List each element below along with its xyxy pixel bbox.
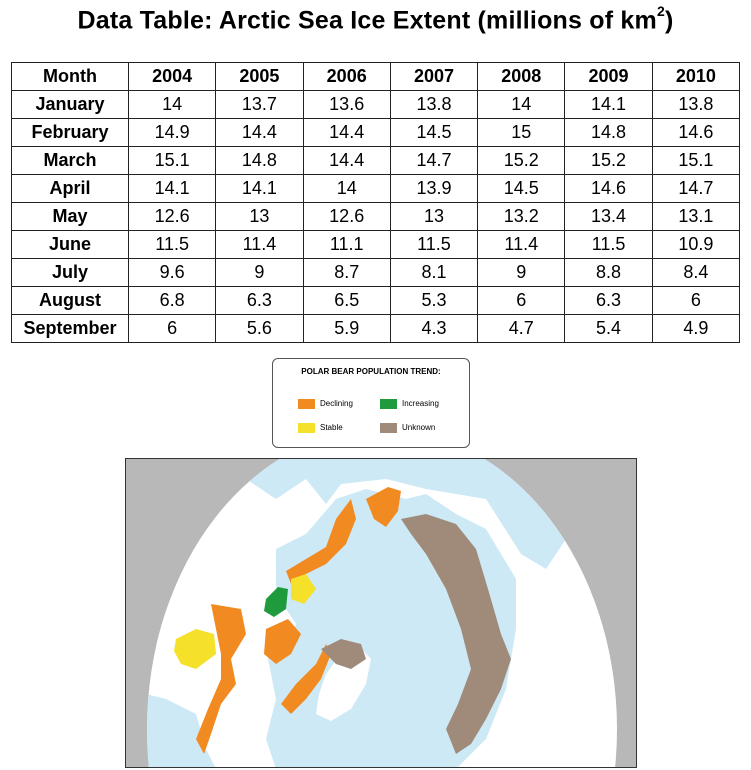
legend-label-declining: Declining <box>320 399 353 408</box>
arctic-map <box>125 458 637 768</box>
value-cell: 14 <box>129 91 216 119</box>
value-cell: 5.4 <box>565 315 652 343</box>
value-cell: 5.6 <box>216 315 303 343</box>
value-cell: 14.9 <box>129 119 216 147</box>
header-month: Month <box>12 63 129 91</box>
value-cell: 14 <box>303 175 390 203</box>
title-close: ) <box>664 6 674 35</box>
month-cell: February <box>12 119 129 147</box>
value-cell: 9 <box>478 259 565 287</box>
value-cell: 6.3 <box>216 287 303 315</box>
population-trend-legend <box>272 358 470 448</box>
legend-swatch-declining <box>298 399 315 409</box>
value-cell: 15.2 <box>565 147 652 175</box>
value-cell: 13.8 <box>390 91 477 119</box>
value-cell: 14.7 <box>390 147 477 175</box>
header-year-2010: 2010 <box>652 63 739 91</box>
header-year-2006: 2006 <box>303 63 390 91</box>
table-body <box>12 91 740 343</box>
value-cell: 14.5 <box>478 175 565 203</box>
value-cell: 8.7 <box>303 259 390 287</box>
value-cell: 13.8 <box>652 91 739 119</box>
value-cell: 6.8 <box>129 287 216 315</box>
value-cell: 14.8 <box>216 147 303 175</box>
value-cell: 5.9 <box>303 315 390 343</box>
legend-swatch-increasing <box>380 399 397 409</box>
value-cell: 13.2 <box>478 203 565 231</box>
value-cell: 6 <box>478 287 565 315</box>
legend-label-increasing: Increasing <box>402 399 439 408</box>
month-cell: March <box>12 147 129 175</box>
title-superscript: 2 <box>656 3 665 19</box>
value-cell: 13.6 <box>303 91 390 119</box>
value-cell: 14.5 <box>390 119 477 147</box>
value-cell: 11.1 <box>303 231 390 259</box>
legend-title: POLAR BEAR POPULATION TREND: <box>301 367 441 376</box>
header-year-2008: 2008 <box>478 63 565 91</box>
value-cell: 13.9 <box>390 175 477 203</box>
value-cell: 6 <box>652 287 739 315</box>
value-cell: 4.9 <box>652 315 739 343</box>
value-cell: 15.2 <box>478 147 565 175</box>
arctic-map-svg <box>126 459 637 768</box>
value-cell: 15.1 <box>129 147 216 175</box>
value-cell: 6.3 <box>565 287 652 315</box>
value-cell: 11.5 <box>129 231 216 259</box>
value-cell: 4.3 <box>390 315 477 343</box>
value-cell: 14.1 <box>129 175 216 203</box>
value-cell: 15.1 <box>652 147 739 175</box>
value-cell: 6.5 <box>303 287 390 315</box>
value-cell: 9 <box>216 259 303 287</box>
header-year-2005: 2005 <box>216 63 303 91</box>
value-cell: 14.6 <box>652 119 739 147</box>
table-row <box>12 147 740 175</box>
header-year-2007: 2007 <box>390 63 477 91</box>
value-cell: 13.1 <box>652 203 739 231</box>
sea-ice-table <box>11 62 740 343</box>
table-row <box>12 119 740 147</box>
value-cell: 14.6 <box>565 175 652 203</box>
month-cell: May <box>12 203 129 231</box>
value-cell: 14.7 <box>652 175 739 203</box>
value-cell: 14.8 <box>565 119 652 147</box>
value-cell: 13.7 <box>216 91 303 119</box>
table-header-row <box>12 63 740 91</box>
value-cell: 6 <box>129 315 216 343</box>
value-cell: 12.6 <box>303 203 390 231</box>
legend-swatch-stable <box>298 423 315 433</box>
value-cell: 14.4 <box>216 119 303 147</box>
table-row <box>12 287 740 315</box>
page-title <box>0 3 751 35</box>
month-cell: January <box>12 91 129 119</box>
value-cell: 11.4 <box>478 231 565 259</box>
legend-swatch-unknown <box>380 423 397 433</box>
value-cell: 13.4 <box>565 203 652 231</box>
value-cell: 9.6 <box>129 259 216 287</box>
value-cell: 11.5 <box>390 231 477 259</box>
value-cell: 15 <box>478 119 565 147</box>
legend-label-stable: Stable <box>320 423 343 432</box>
table-row <box>12 175 740 203</box>
value-cell: 14.1 <box>216 175 303 203</box>
value-cell: 10.9 <box>652 231 739 259</box>
value-cell: 4.7 <box>478 315 565 343</box>
value-cell: 13 <box>390 203 477 231</box>
month-cell: June <box>12 231 129 259</box>
value-cell: 5.3 <box>390 287 477 315</box>
legend-label-unknown: Unknown <box>402 423 436 432</box>
value-cell: 14.4 <box>303 147 390 175</box>
table-row <box>12 203 740 231</box>
header-year-2004: 2004 <box>129 63 216 91</box>
value-cell: 8.4 <box>652 259 739 287</box>
value-cell: 14.1 <box>565 91 652 119</box>
month-cell: July <box>12 259 129 287</box>
value-cell: 12.6 <box>129 203 216 231</box>
header-year-2009: 2009 <box>565 63 652 91</box>
table-row <box>12 231 740 259</box>
table-row <box>12 315 740 343</box>
month-cell: August <box>12 287 129 315</box>
table-row <box>12 259 740 287</box>
value-cell: 11.5 <box>565 231 652 259</box>
table-row <box>12 91 740 119</box>
value-cell: 11.4 <box>216 231 303 259</box>
value-cell: 14.4 <box>303 119 390 147</box>
value-cell: 14 <box>478 91 565 119</box>
title-text: Data Table: Arctic Sea Ice Extent (millions of km <box>77 6 657 35</box>
month-cell: April <box>12 175 129 203</box>
value-cell: 13 <box>216 203 303 231</box>
value-cell: 8.8 <box>565 259 652 287</box>
month-cell: September <box>12 315 129 343</box>
value-cell: 8.1 <box>390 259 477 287</box>
